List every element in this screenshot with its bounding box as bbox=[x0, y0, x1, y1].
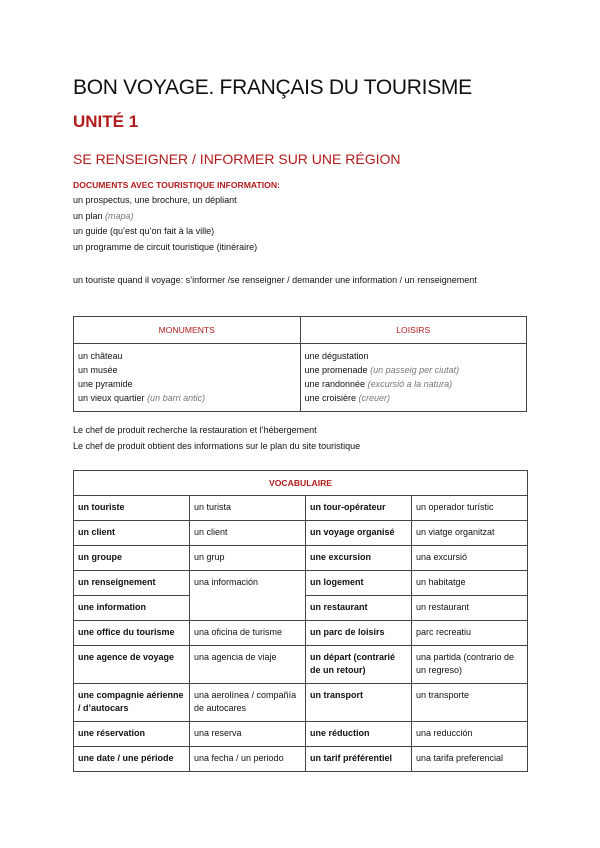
list-item: une promenade (un passeig per ciutat) bbox=[304, 365, 460, 375]
table-row: un groupe un grup une excursion una excursió bbox=[74, 546, 528, 571]
monuments-cell bbox=[74, 344, 301, 412]
monuments-header: MONUMENTS bbox=[74, 317, 301, 344]
table-row: un touriste un turista un tour-opérateur un operador turístic bbox=[74, 496, 528, 521]
documents-line: un plan (mapa) bbox=[73, 210, 134, 221]
list-item: un musée bbox=[78, 365, 118, 375]
list-item: une randonnée (excursió a la natura) bbox=[304, 379, 453, 389]
table-row: un renseignement una información un logement un habitatge bbox=[74, 571, 528, 596]
loisirs-header: LOISIRS bbox=[300, 317, 527, 344]
translation-hint: (creuer) bbox=[358, 393, 391, 403]
product-manager-text bbox=[73, 422, 360, 454]
table-row: une office du tourisme una oficina de turisme un parc de loisirs parc recreatiu bbox=[74, 621, 528, 646]
documents-line: un prospectus, une brochure, un dépliant bbox=[73, 195, 237, 205]
loisirs-cell bbox=[300, 344, 527, 412]
list-item: un vieux quartier (un barri antic) bbox=[78, 393, 206, 403]
translation-hint: (mapa) bbox=[105, 210, 134, 221]
table-row: une compagnie aérienne / d’autocars una aerolínea / compañía de autocares un transport un transporte bbox=[74, 684, 528, 722]
tourist-sentence: un touriste quand il voyage: s’informer /se renseigner / demander une information / un renseignement bbox=[73, 275, 477, 285]
table-row: une agence de voyage una agencia de viaje un départ (contrarié de un retour) una partida (contrario de un regreso) bbox=[74, 646, 528, 684]
documents-line: un programme de circuit touristique (itinéraire) bbox=[73, 241, 258, 252]
paragraph-line: Le chef de produit recherche la restauration et l’hébergement bbox=[73, 425, 317, 435]
list-item: un château bbox=[78, 351, 123, 361]
table-row: une information un restaurant un restaurant bbox=[74, 596, 528, 621]
table-row: un client un client un voyage organisé un viatge organitzat bbox=[74, 521, 528, 546]
translation-hint: (un barri antic) bbox=[147, 393, 206, 403]
documents-line: un guide (qu’est qu’on fait à la ville) bbox=[73, 226, 215, 236]
documents-heading: DOCUMENTS AVEC TOURISTIQUE INFORMATION: bbox=[73, 180, 280, 190]
table-row: une réservation una reserva une réduction una reducción bbox=[74, 722, 528, 747]
section-heading: SE RENSEIGNER / INFORMER SUR UNE RÉGION bbox=[73, 151, 401, 167]
translation-hint: (un passeig per ciutat) bbox=[370, 365, 460, 375]
vocabulary-header: VOCABULAIRE bbox=[74, 471, 528, 496]
paragraph-line: Le chef de produit obtient des informations sur le plan du site touristique bbox=[73, 441, 361, 451]
document-title: BON VOYAGE. FRANÇAIS DU TOURISME bbox=[73, 76, 472, 99]
list-item: une pyramide bbox=[78, 379, 133, 389]
unit-heading: UNITÉ 1 bbox=[73, 112, 139, 131]
table-row: une date / une période una fecha / un periodo un tarif préférentiel una tarifa preferencial bbox=[74, 747, 528, 772]
list-item: une croisière (creuer) bbox=[304, 393, 391, 403]
list-item: une dégustation bbox=[304, 351, 369, 361]
documents-list bbox=[73, 193, 257, 255]
vocabulary-table bbox=[73, 470, 528, 772]
monuments-loisirs-table bbox=[73, 316, 527, 412]
translation-hint: (excursió a la natura) bbox=[367, 379, 453, 389]
